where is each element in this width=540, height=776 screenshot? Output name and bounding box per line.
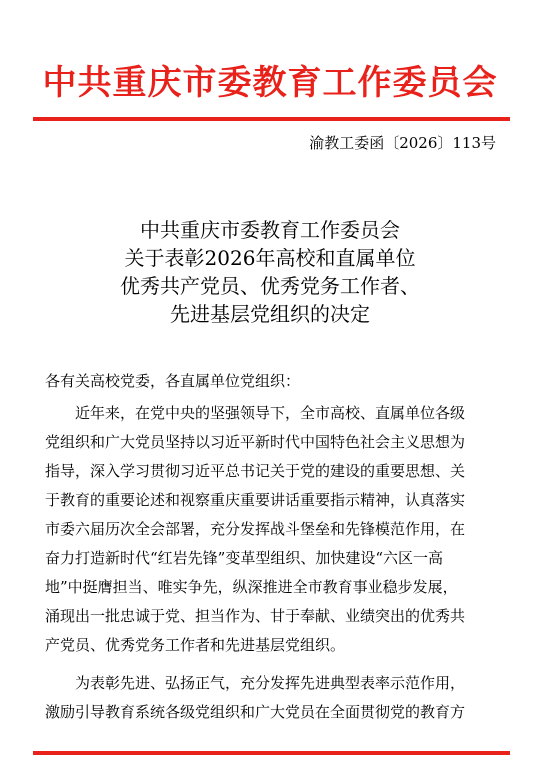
body-line: 指导，深入学习贯彻习近平总书记关于党的建设的重要思想、关 xyxy=(45,462,466,480)
body-line: 党组织和广大党员坚持以习近平新时代中国特色社会主义思想为 xyxy=(45,433,466,451)
letterhead-title: 中共重庆市委教育工作委员会 xyxy=(42,63,498,103)
document-number: 渝教工委函〔2026〕113号 xyxy=(309,134,496,152)
document-title-line-4: 先进基层党组织的决定 xyxy=(170,302,370,326)
body-line: 地”中挺膺担当、唯实争先，纵深推进全市教育事业稳步发展， xyxy=(45,578,458,596)
body-line: 为表彰先进、弘扬正气，充分发挥先进典型表率示范作用， xyxy=(75,674,466,692)
letterhead-top-rule xyxy=(33,117,510,121)
body-line: 产党员、优秀党务工作者和先进基层党组织。 xyxy=(45,636,346,654)
body-line: 近年来，在党中央的坚强领导下，全市高校、直属单位各级 xyxy=(75,404,466,422)
body-line: 于教育的重要论述和视察重庆重要讲话重要指示精神，认真落实 xyxy=(45,491,466,509)
letterhead-bottom-rule xyxy=(33,751,510,755)
document-title-line-2: 关于表彰2026年高校和直属单位 xyxy=(124,246,416,270)
document-title-line-3: 优秀共产党员、优秀党务工作者、 xyxy=(120,274,420,298)
body-line: 市委六届历次全会部署，充分发挥战斗堡垒和先锋模范作用，在 xyxy=(45,520,466,538)
body-line: 奋力打造新时代“红岩先锋”变革型组织、加快建设“六区一高 xyxy=(45,549,444,567)
body-line: 激励引导教育系统各级党组织和广大党员在全面贯彻党的教育方 xyxy=(45,703,466,721)
document-title xyxy=(0,216,540,328)
salutation: 各有关高校党委，各直属单位党组织： xyxy=(45,372,301,390)
body-line: 涌现出一批忠诚于党、担当作为、甘于奉献、业绩突出的优秀共 xyxy=(45,607,466,625)
document-title-line-1: 中共重庆市委教育工作委员会 xyxy=(140,218,400,242)
